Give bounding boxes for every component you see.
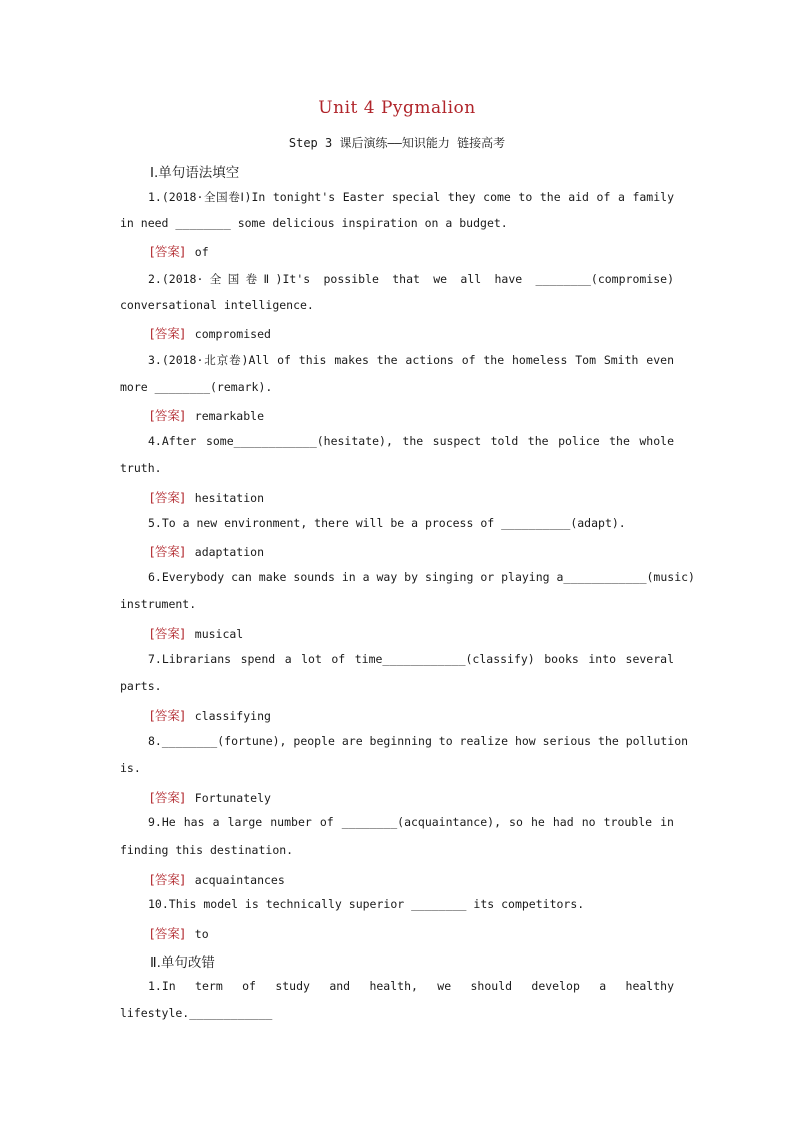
answer-6-value: musical <box>194 627 244 641</box>
answer-tag: [答案] <box>150 626 185 641</box>
section-heading-grammar-fill: Ⅰ.单句语法填空 <box>150 165 240 181</box>
question-8-line-1: 8.________(fortune), people are beginning to realize how serious the pollution <box>148 734 689 748</box>
page-subtitle: Step 3 课后演练——知识能力 链接高考 <box>288 136 506 150</box>
question-10-line-1: 10.This model is technically superior ________ its competitors. <box>148 897 585 911</box>
question-7-line-1: 7.Librarians spend a lot of time____________(classify) books into several <box>148 652 674 666</box>
answer-8-value: Fortunately <box>194 791 271 805</box>
answer-4-value: hesitation <box>194 491 265 505</box>
answer-6 <box>150 624 243 642</box>
answer-10-value: to <box>194 927 209 941</box>
answer-5-value: adaptation <box>194 545 265 559</box>
answer-7 <box>150 706 271 724</box>
question-2-line-2: conversational intelligence. <box>120 298 314 312</box>
question-2-line-1: 2.(2018·全国卷Ⅱ)It's possible that we all have ________(compromise) <box>148 272 674 286</box>
question-9-line-1: 9.He has a large number of ________(acquaintance), so he had no trouble in <box>148 815 674 829</box>
answer-tag: [答案] <box>150 490 185 505</box>
answer-3-value: remarkable <box>194 409 265 423</box>
answer-tag: [答案] <box>150 244 185 259</box>
answer-tag: [答案] <box>150 544 185 559</box>
correction-1-line-1: 1.In term of study and health, we should develop a healthy <box>148 979 674 993</box>
answer-tag: [答案] <box>150 872 185 887</box>
correction-1-line-2: lifestyle.____________ <box>120 1006 273 1020</box>
answer-2-value: compromised <box>194 327 271 341</box>
question-8-line-2: is. <box>120 761 141 775</box>
answer-1 <box>150 242 209 260</box>
question-6-line-1: 6.Everybody can make sounds in a way by singing or playing a____________(music) <box>148 570 695 584</box>
question-9-line-2: finding this destination. <box>120 843 294 857</box>
answer-5 <box>150 542 264 560</box>
question-6-line-2: instrument. <box>120 597 197 611</box>
question-3-line-2: more ________(remark). <box>120 380 273 394</box>
question-4-line-1: 4.After some____________(hesitate), the suspect told the police the whole <box>148 434 674 448</box>
answer-tag: [答案] <box>150 708 185 723</box>
answer-1-value: of <box>194 245 209 259</box>
answer-8 <box>150 788 271 806</box>
question-1-line-1: 1.(2018·全国卷Ⅰ)In tonight's Easter special they come to the aid of a family <box>148 190 674 204</box>
answer-tag: [答案] <box>150 926 185 941</box>
answer-tag: [答案] <box>150 326 185 341</box>
answer-tag: [答案] <box>150 790 185 805</box>
answer-4 <box>150 488 264 506</box>
question-4-line-2: truth. <box>120 461 162 475</box>
answer-7-value: classifying <box>194 709 271 723</box>
question-5-line-1: 5.To a new environment, there will be a process of __________(adapt). <box>148 516 626 530</box>
section-heading-error-correction: Ⅱ.单句改错 <box>150 955 215 971</box>
answer-2 <box>150 324 271 342</box>
answer-10 <box>150 924 209 942</box>
answer-3 <box>150 406 264 424</box>
question-1-line-2: in need ________ some delicious inspiration on a budget. <box>120 216 508 230</box>
answer-tag: [答案] <box>150 408 185 423</box>
question-3-line-1: 3.(2018·北京卷)All of this makes the actions of the homeless Tom Smith even <box>148 353 674 367</box>
answer-9 <box>150 870 285 888</box>
answer-9-value: acquaintances <box>194 873 285 887</box>
question-7-line-2: parts. <box>120 679 162 693</box>
page-title: Unit 4 Pygmalion <box>318 98 476 118</box>
